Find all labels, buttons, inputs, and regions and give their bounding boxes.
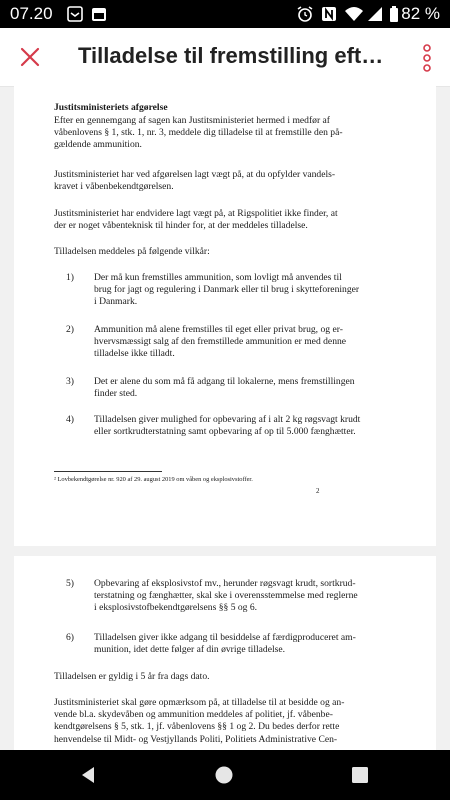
- calendar-icon: [90, 5, 108, 28]
- condition-line: tilladelse ikke tilladt.: [94, 348, 175, 360]
- paragraph-line: Justitsministeriet har ved afgørelsen lagt vægt på, at du opfylder vandels-: [54, 169, 336, 180]
- signal-icon: [366, 5, 384, 28]
- condition-line: Det er alene du som må få adgang til lokalerne, mens fremstillingen: [94, 376, 355, 387]
- validity-paragraph: Tilladelsen er gyldig i 5 år fra dags dato.: [54, 671, 210, 682]
- status-time: 07.20: [10, 4, 53, 23]
- condition-number: 3): [66, 376, 74, 387]
- condition-line: Tilladelsen giver mulighed for opbevaring af i alt 2 kg røgsvagt krudt: [94, 414, 361, 425]
- more-options-icon[interactable]: [422, 43, 432, 73]
- navigation-bar: [0, 750, 450, 800]
- condition-line: Der må kun fremstilles ammunition, som lovligt må anvendes til: [94, 272, 342, 283]
- condition-number: 4): [66, 414, 74, 425]
- back-icon[interactable]: [78, 765, 98, 790]
- home-icon[interactable]: [214, 765, 234, 790]
- battery-icon: [389, 5, 399, 28]
- paragraph-line: henvendelse til Midt- og Vestjyllands Politi, Politiets Administrative Cen-: [54, 733, 338, 745]
- condition-line: Tilladelsen giver ikke adgang til besiddelse af færdigproduceret am-: [94, 632, 356, 643]
- condition-line: finder sted.: [94, 388, 138, 400]
- condition-line: i eksplosivstofbekendtgørelsens §§ 5 og 6.: [94, 602, 258, 614]
- condition-number: 6): [66, 632, 74, 643]
- paragraph-line: vende bl.a. skydevåben og ammunition meddeles af politiet, jf. våbenbe-: [54, 709, 333, 721]
- paragraph-conduct: [54, 169, 354, 193]
- condition-line: i Danmark.: [94, 296, 138, 308]
- battery-percentage: 82 %: [401, 4, 440, 23]
- notification-box-icon: [66, 5, 84, 28]
- document-title: Tilladelse til fremstilling eft…: [78, 43, 384, 68]
- paragraph-line: der er noget våbenteknisk til hinder for, at der meddeles tilladelse.: [54, 220, 308, 232]
- condition-line: brug for jagt og regulering i Danmark eller til brug i skytteforeninger: [94, 284, 360, 296]
- condition-line: munition, idet dette følger af din øvrige tilladelse.: [94, 644, 286, 656]
- conditions-intro: Tilladelsen meddeles på følgende vilkår:: [54, 246, 210, 257]
- paragraph-line: kravet i våbenbekendtgørelsen.: [54, 181, 174, 193]
- document-page-3: [14, 556, 436, 750]
- paragraph-police: [54, 697, 354, 746]
- paragraph-rigspolitiet: [54, 208, 354, 232]
- document-page-2: [14, 86, 436, 546]
- condition-line: Opbevaring af eksplosivstof mv., herunder røgsvagt krudt, sortkrud-: [94, 578, 356, 589]
- paragraph-decision: [54, 115, 354, 152]
- condition-line: hvervsmæssigt salg af den fremstillede ammunition er med denne: [94, 336, 347, 348]
- paragraph-line: Justitsministeriet skal gøre opmærksom på, at tilladelse til at besidde og an-: [54, 697, 345, 708]
- status-bar: [0, 0, 450, 28]
- paragraph-line: Justitsministeriet har endvidere lagt vægt på, at Rigspolitiet ikke finder, at: [54, 208, 338, 219]
- condition-line: eller sortkrudterstatning samt opbevaring af op til 5.000 fænghætter.: [94, 426, 356, 438]
- alarm-icon: [296, 5, 314, 28]
- condition-line: terstatning og fænghætter, skal ske i overensstemmelse med reglerne: [94, 590, 358, 602]
- paragraph-line: gældende ammunition.: [54, 139, 142, 151]
- page-number: 2: [316, 487, 320, 495]
- wifi-icon: [344, 5, 364, 28]
- condition-number: 2): [66, 324, 74, 335]
- close-icon[interactable]: [18, 45, 42, 69]
- footnote: ² Lovbekendtgørelse nr. 920 af 29. august 2019 om våben og eksplosivstoffer.: [54, 476, 253, 483]
- recents-icon[interactable]: [351, 766, 369, 789]
- paragraph-line: Efter en gennemgang af sagen kan Justitsministeriet hermed i medfør af våbenlovens § 1, stk. 1, nr. 3, meddele dig tilladelse til at fremstille den på-: [54, 115, 343, 139]
- section-heading: Justitsministeriets afgørelse: [54, 102, 168, 113]
- condition-number: 5): [66, 578, 74, 589]
- condition-line: Ammunition må alene fremstilles til eget eller privat brug, og er-: [94, 324, 343, 335]
- paragraph-line: kendtgørelsens § 5, stk. 1, jf. våbenlovens §§ 1 og 2. Du bedes derfor rette: [54, 721, 340, 733]
- condition-number: 1): [66, 272, 74, 283]
- app-bar: [0, 28, 450, 87]
- footnote-divider: [54, 471, 162, 472]
- nfc-icon: [320, 5, 338, 28]
